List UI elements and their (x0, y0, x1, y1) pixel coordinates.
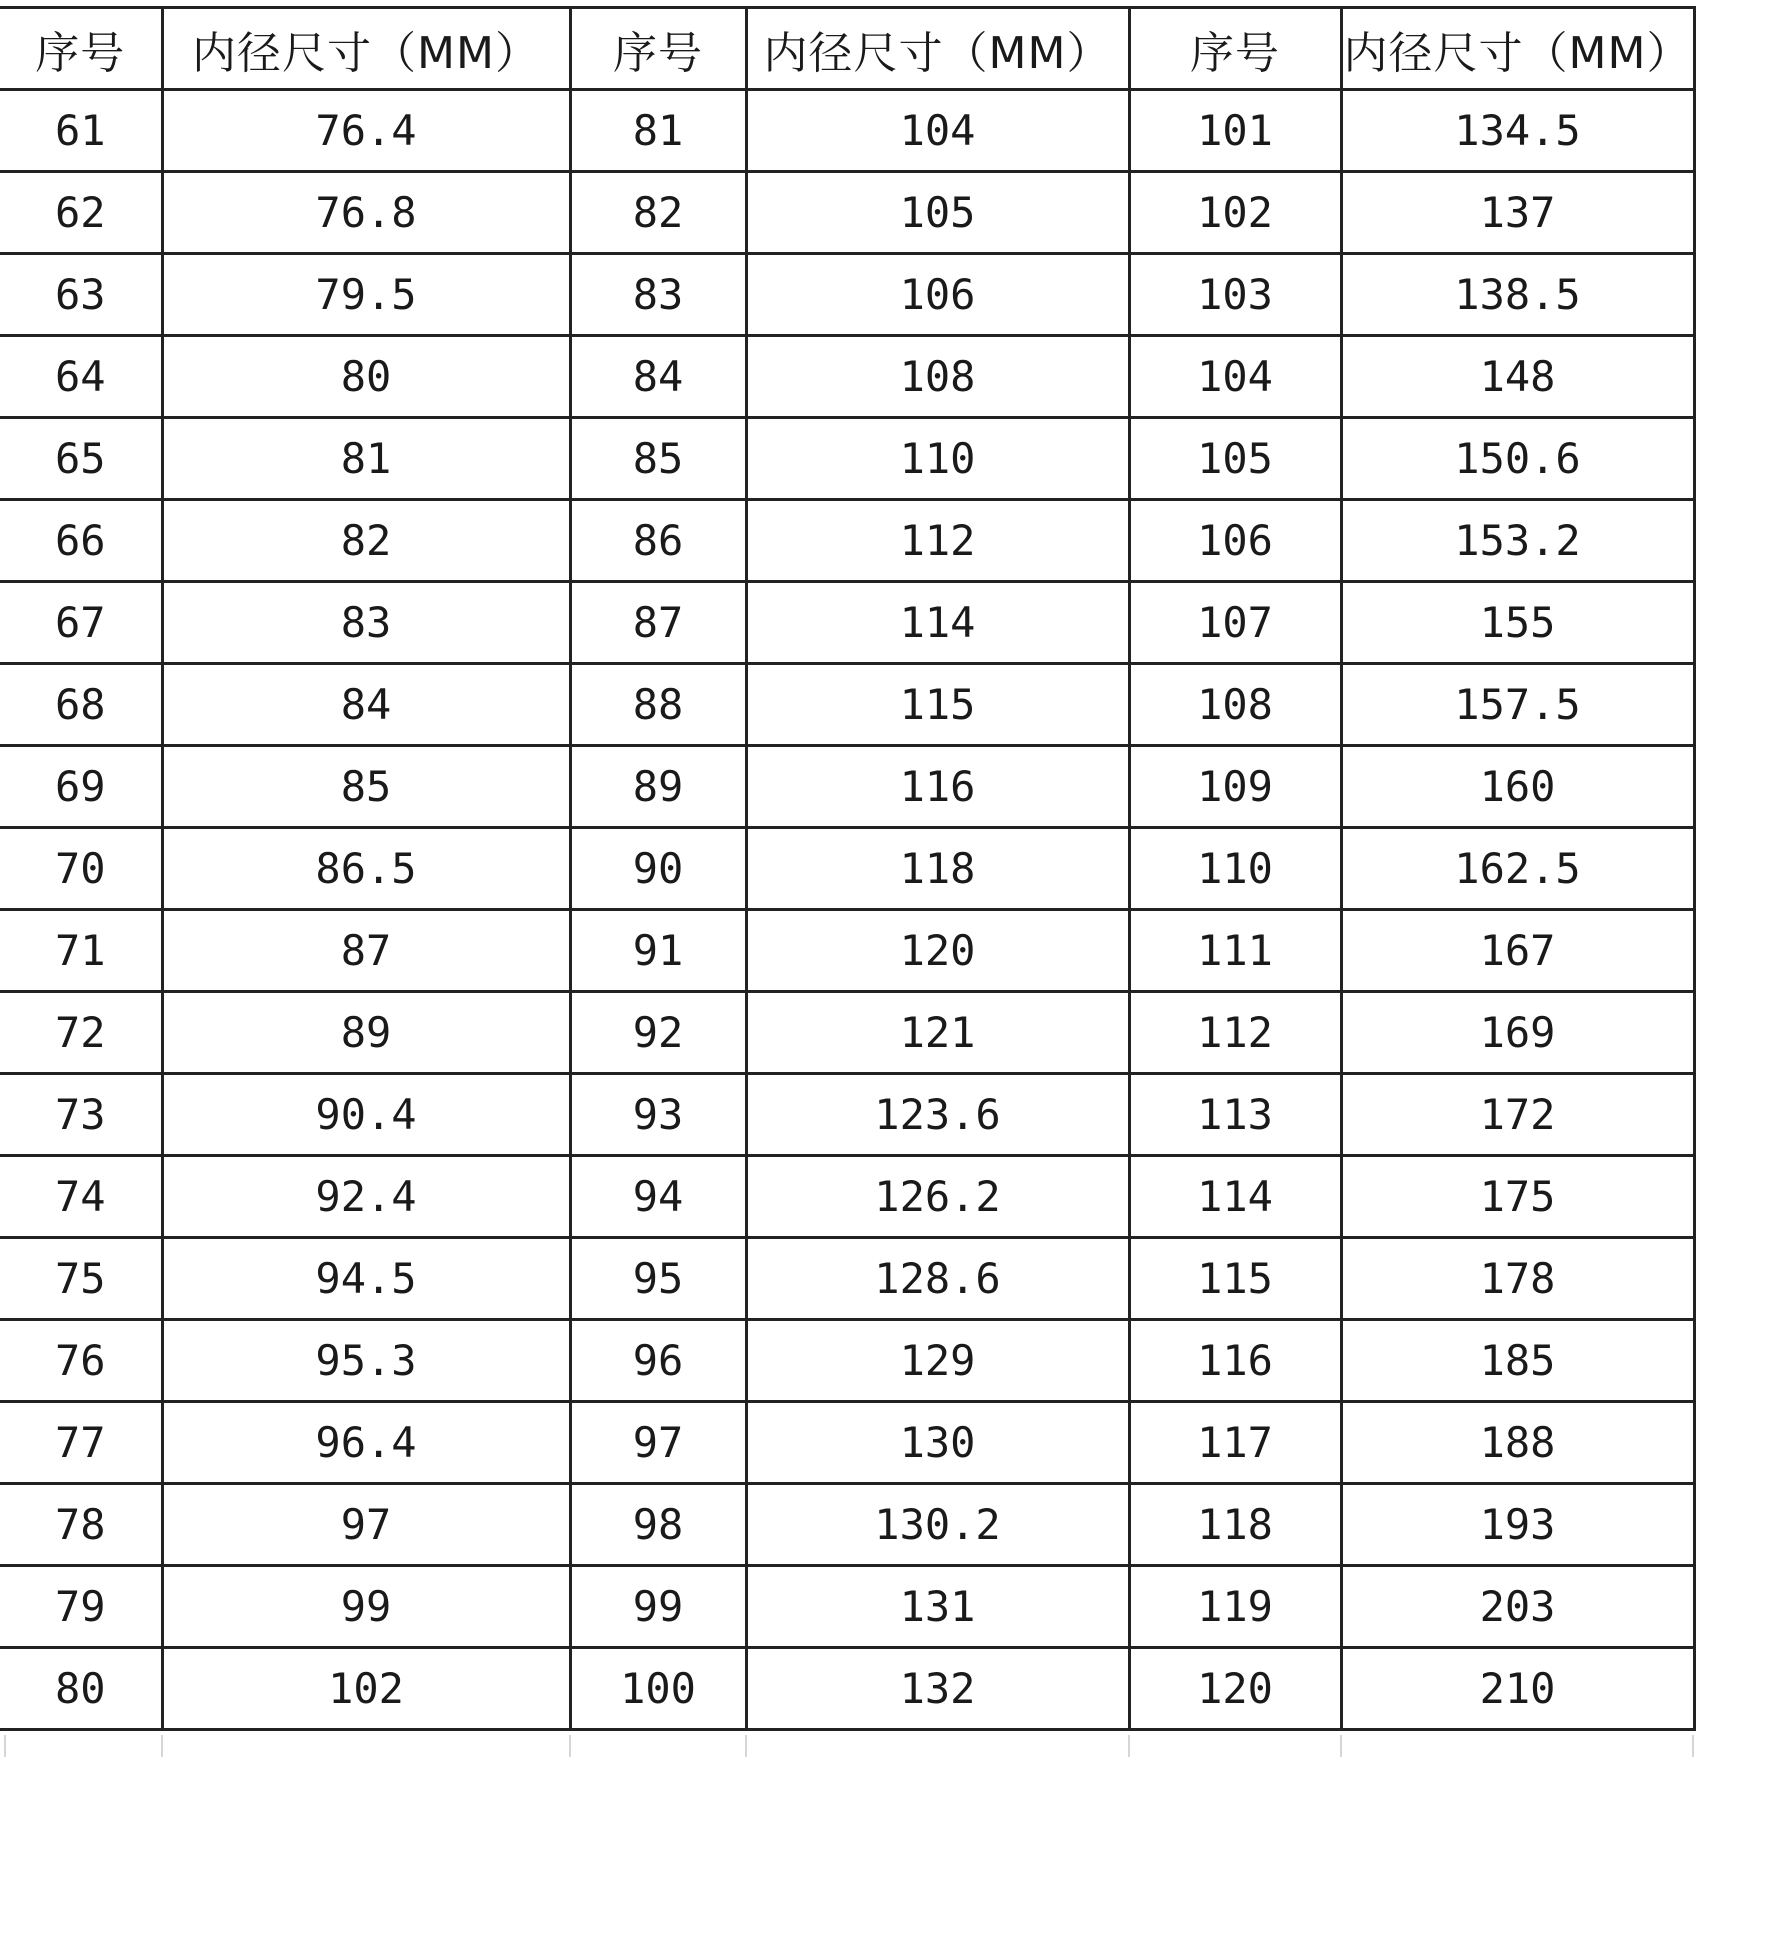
inner-diameter-cell: 76.4 (162, 90, 570, 172)
serial-cell: 100 (570, 1648, 746, 1730)
table-row (0, 664, 1694, 746)
table-body (0, 90, 1694, 1730)
table-row (0, 172, 1694, 254)
table-row (0, 1238, 1694, 1320)
inner-diameter-cell: 131 (746, 1566, 1129, 1648)
inner-diameter-cell: 123.6 (746, 1074, 1129, 1156)
serial-cell: 71 (0, 910, 162, 992)
serial-cell: 83 (570, 254, 746, 336)
table-row (0, 910, 1694, 992)
inner-diameter-cell: 134.5 (1341, 90, 1694, 172)
inner-diameter-cell: 130.2 (746, 1484, 1129, 1566)
serial-cell: 68 (0, 664, 162, 746)
serial-cell: 66 (0, 500, 162, 582)
inner-diameter-cell: 108 (746, 336, 1129, 418)
serial-cell: 88 (570, 664, 746, 746)
inner-diameter-cell: 115 (746, 664, 1129, 746)
serial-cell: 108 (1129, 664, 1341, 746)
gridline (569, 1735, 571, 1757)
table-row (0, 828, 1694, 910)
table-row (0, 254, 1694, 336)
inner-diameter-cell: 94.5 (162, 1238, 570, 1320)
serial-cell: 67 (0, 582, 162, 664)
serial-cell: 102 (1129, 172, 1341, 254)
inner-diameter-cell: 185 (1341, 1320, 1694, 1402)
header-serial-1: 序号 (0, 8, 162, 90)
serial-cell: 72 (0, 992, 162, 1074)
serial-cell: 85 (570, 418, 746, 500)
gridline (161, 1735, 163, 1757)
inner-diameter-cell: 148 (1341, 336, 1694, 418)
table-row (0, 1402, 1694, 1484)
serial-cell: 84 (570, 336, 746, 418)
table-row (0, 90, 1694, 172)
table-row (0, 1648, 1694, 1730)
serial-cell: 91 (570, 910, 746, 992)
inner-diameter-cell: 112 (746, 500, 1129, 582)
inner-diameter-cell: 76.8 (162, 172, 570, 254)
inner-diameter-cell: 106 (746, 254, 1129, 336)
serial-cell: 87 (570, 582, 746, 664)
serial-cell: 90 (570, 828, 746, 910)
inner-diameter-cell: 79.5 (162, 254, 570, 336)
inner-diameter-cell: 167 (1341, 910, 1694, 992)
table-row (0, 992, 1694, 1074)
serial-cell: 69 (0, 746, 162, 828)
inner-diameter-cell: 118 (746, 828, 1129, 910)
inner-diameter-cell: 87 (162, 910, 570, 992)
table-row (0, 582, 1694, 664)
inner-diameter-cell: 137 (1341, 172, 1694, 254)
serial-cell: 74 (0, 1156, 162, 1238)
inner-diameter-cell: 155 (1341, 582, 1694, 664)
inner-diameter-cell: 128.6 (746, 1238, 1129, 1320)
serial-cell: 105 (1129, 418, 1341, 500)
serial-cell: 65 (0, 418, 162, 500)
inner-diameter-cell: 126.2 (746, 1156, 1129, 1238)
inner-diameter-cell: 80 (162, 336, 570, 418)
serial-cell: 103 (1129, 254, 1341, 336)
table-row (0, 1484, 1694, 1566)
header-row (0, 8, 1694, 90)
inner-diameter-cell: 114 (746, 582, 1129, 664)
serial-cell: 75 (0, 1238, 162, 1320)
inner-diameter-cell: 150.6 (1341, 418, 1694, 500)
serial-cell: 78 (0, 1484, 162, 1566)
serial-cell: 61 (0, 90, 162, 172)
serial-cell: 114 (1129, 1156, 1341, 1238)
serial-cell: 89 (570, 746, 746, 828)
inner-diameter-cell: 116 (746, 746, 1129, 828)
gridline (745, 1735, 747, 1757)
gridline (1340, 1735, 1342, 1757)
table-row (0, 1320, 1694, 1402)
header-inner-diameter-3: 内径尺寸（MM） (1341, 8, 1694, 90)
serial-cell: 109 (1129, 746, 1341, 828)
serial-cell: 62 (0, 172, 162, 254)
serial-cell: 63 (0, 254, 162, 336)
serial-cell: 80 (0, 1648, 162, 1730)
table-row (0, 418, 1694, 500)
inner-diameter-cell: 138.5 (1341, 254, 1694, 336)
inner-diameter-cell: 96.4 (162, 1402, 570, 1484)
serial-cell: 101 (1129, 90, 1341, 172)
inner-diameter-cell: 169 (1341, 992, 1694, 1074)
serial-cell: 82 (570, 172, 746, 254)
serial-cell: 95 (570, 1238, 746, 1320)
serial-cell: 94 (570, 1156, 746, 1238)
header-inner-diameter-1: 内径尺寸（MM） (162, 8, 570, 90)
inner-diameter-cell: 157.5 (1341, 664, 1694, 746)
inner-diameter-cell: 104 (746, 90, 1129, 172)
inner-diameter-cell: 172 (1341, 1074, 1694, 1156)
inner-diameter-cell: 110 (746, 418, 1129, 500)
inner-diameter-cell: 120 (746, 910, 1129, 992)
header-inner-diameter-2: 内径尺寸（MM） (746, 8, 1129, 90)
inner-diameter-cell: 162.5 (1341, 828, 1694, 910)
table-row (0, 1156, 1694, 1238)
serial-cell: 98 (570, 1484, 746, 1566)
serial-cell: 97 (570, 1402, 746, 1484)
inner-diameter-cell: 81 (162, 418, 570, 500)
inner-diameter-cell: 130 (746, 1402, 1129, 1484)
table-row (0, 1074, 1694, 1156)
table-row (0, 746, 1694, 828)
serial-cell: 104 (1129, 336, 1341, 418)
serial-cell: 106 (1129, 500, 1341, 582)
serial-cell: 107 (1129, 582, 1341, 664)
inner-diameter-cell: 121 (746, 992, 1129, 1074)
serial-cell: 113 (1129, 1074, 1341, 1156)
serial-cell: 64 (0, 336, 162, 418)
inner-diameter-cell: 97 (162, 1484, 570, 1566)
inner-diameter-cell: 153.2 (1341, 500, 1694, 582)
serial-cell: 116 (1129, 1320, 1341, 1402)
inner-diameter-cell: 210 (1341, 1648, 1694, 1730)
serial-cell: 111 (1129, 910, 1341, 992)
inner-diameter-cell: 84 (162, 664, 570, 746)
serial-cell: 93 (570, 1074, 746, 1156)
serial-cell: 92 (570, 992, 746, 1074)
inner-diameter-cell: 82 (162, 500, 570, 582)
serial-cell: 118 (1129, 1484, 1341, 1566)
serial-cell: 79 (0, 1566, 162, 1648)
table-header (0, 8, 1694, 90)
inner-diameter-cell: 90.4 (162, 1074, 570, 1156)
serial-cell: 81 (570, 90, 746, 172)
serial-cell: 86 (570, 500, 746, 582)
header-serial-2: 序号 (570, 8, 746, 90)
inner-diameter-cell: 92.4 (162, 1156, 570, 1238)
serial-cell: 73 (0, 1074, 162, 1156)
inner-diameter-cell: 99 (162, 1566, 570, 1648)
serial-cell: 120 (1129, 1648, 1341, 1730)
inner-diameter-cell: 86.5 (162, 828, 570, 910)
serial-cell: 76 (0, 1320, 162, 1402)
serial-cell: 77 (0, 1402, 162, 1484)
inner-diameter-cell: 85 (162, 746, 570, 828)
inner-diameter-cell: 89 (162, 992, 570, 1074)
serial-cell: 117 (1129, 1402, 1341, 1484)
inner-diameter-cell: 193 (1341, 1484, 1694, 1566)
inner-diameter-cell: 129 (746, 1320, 1129, 1402)
serial-cell: 70 (0, 828, 162, 910)
gridline (4, 1735, 6, 1757)
inner-diameter-cell: 95.3 (162, 1320, 570, 1402)
inner-diameter-cell: 102 (162, 1648, 570, 1730)
serial-cell: 115 (1129, 1238, 1341, 1320)
inner-diameter-cell: 175 (1341, 1156, 1694, 1238)
gridline (1692, 1735, 1694, 1757)
table-row (0, 336, 1694, 418)
inner-diameter-cell: 203 (1341, 1566, 1694, 1648)
header-serial-3: 序号 (1129, 8, 1341, 90)
inner-diameter-cell: 105 (746, 172, 1129, 254)
table-row (0, 1566, 1694, 1648)
serial-cell: 119 (1129, 1566, 1341, 1648)
inner-diameter-cell: 83 (162, 582, 570, 664)
serial-cell: 96 (570, 1320, 746, 1402)
serial-cell: 99 (570, 1566, 746, 1648)
serial-cell: 110 (1129, 828, 1341, 910)
gridline (1128, 1735, 1130, 1757)
serial-cell: 112 (1129, 992, 1341, 1074)
inner-diameter-cell: 160 (1341, 746, 1694, 828)
inner-diameter-table (0, 6, 1696, 1731)
inner-diameter-cell: 188 (1341, 1402, 1694, 1484)
table-row (0, 500, 1694, 582)
inner-diameter-cell: 178 (1341, 1238, 1694, 1320)
inner-diameter-cell: 132 (746, 1648, 1129, 1730)
